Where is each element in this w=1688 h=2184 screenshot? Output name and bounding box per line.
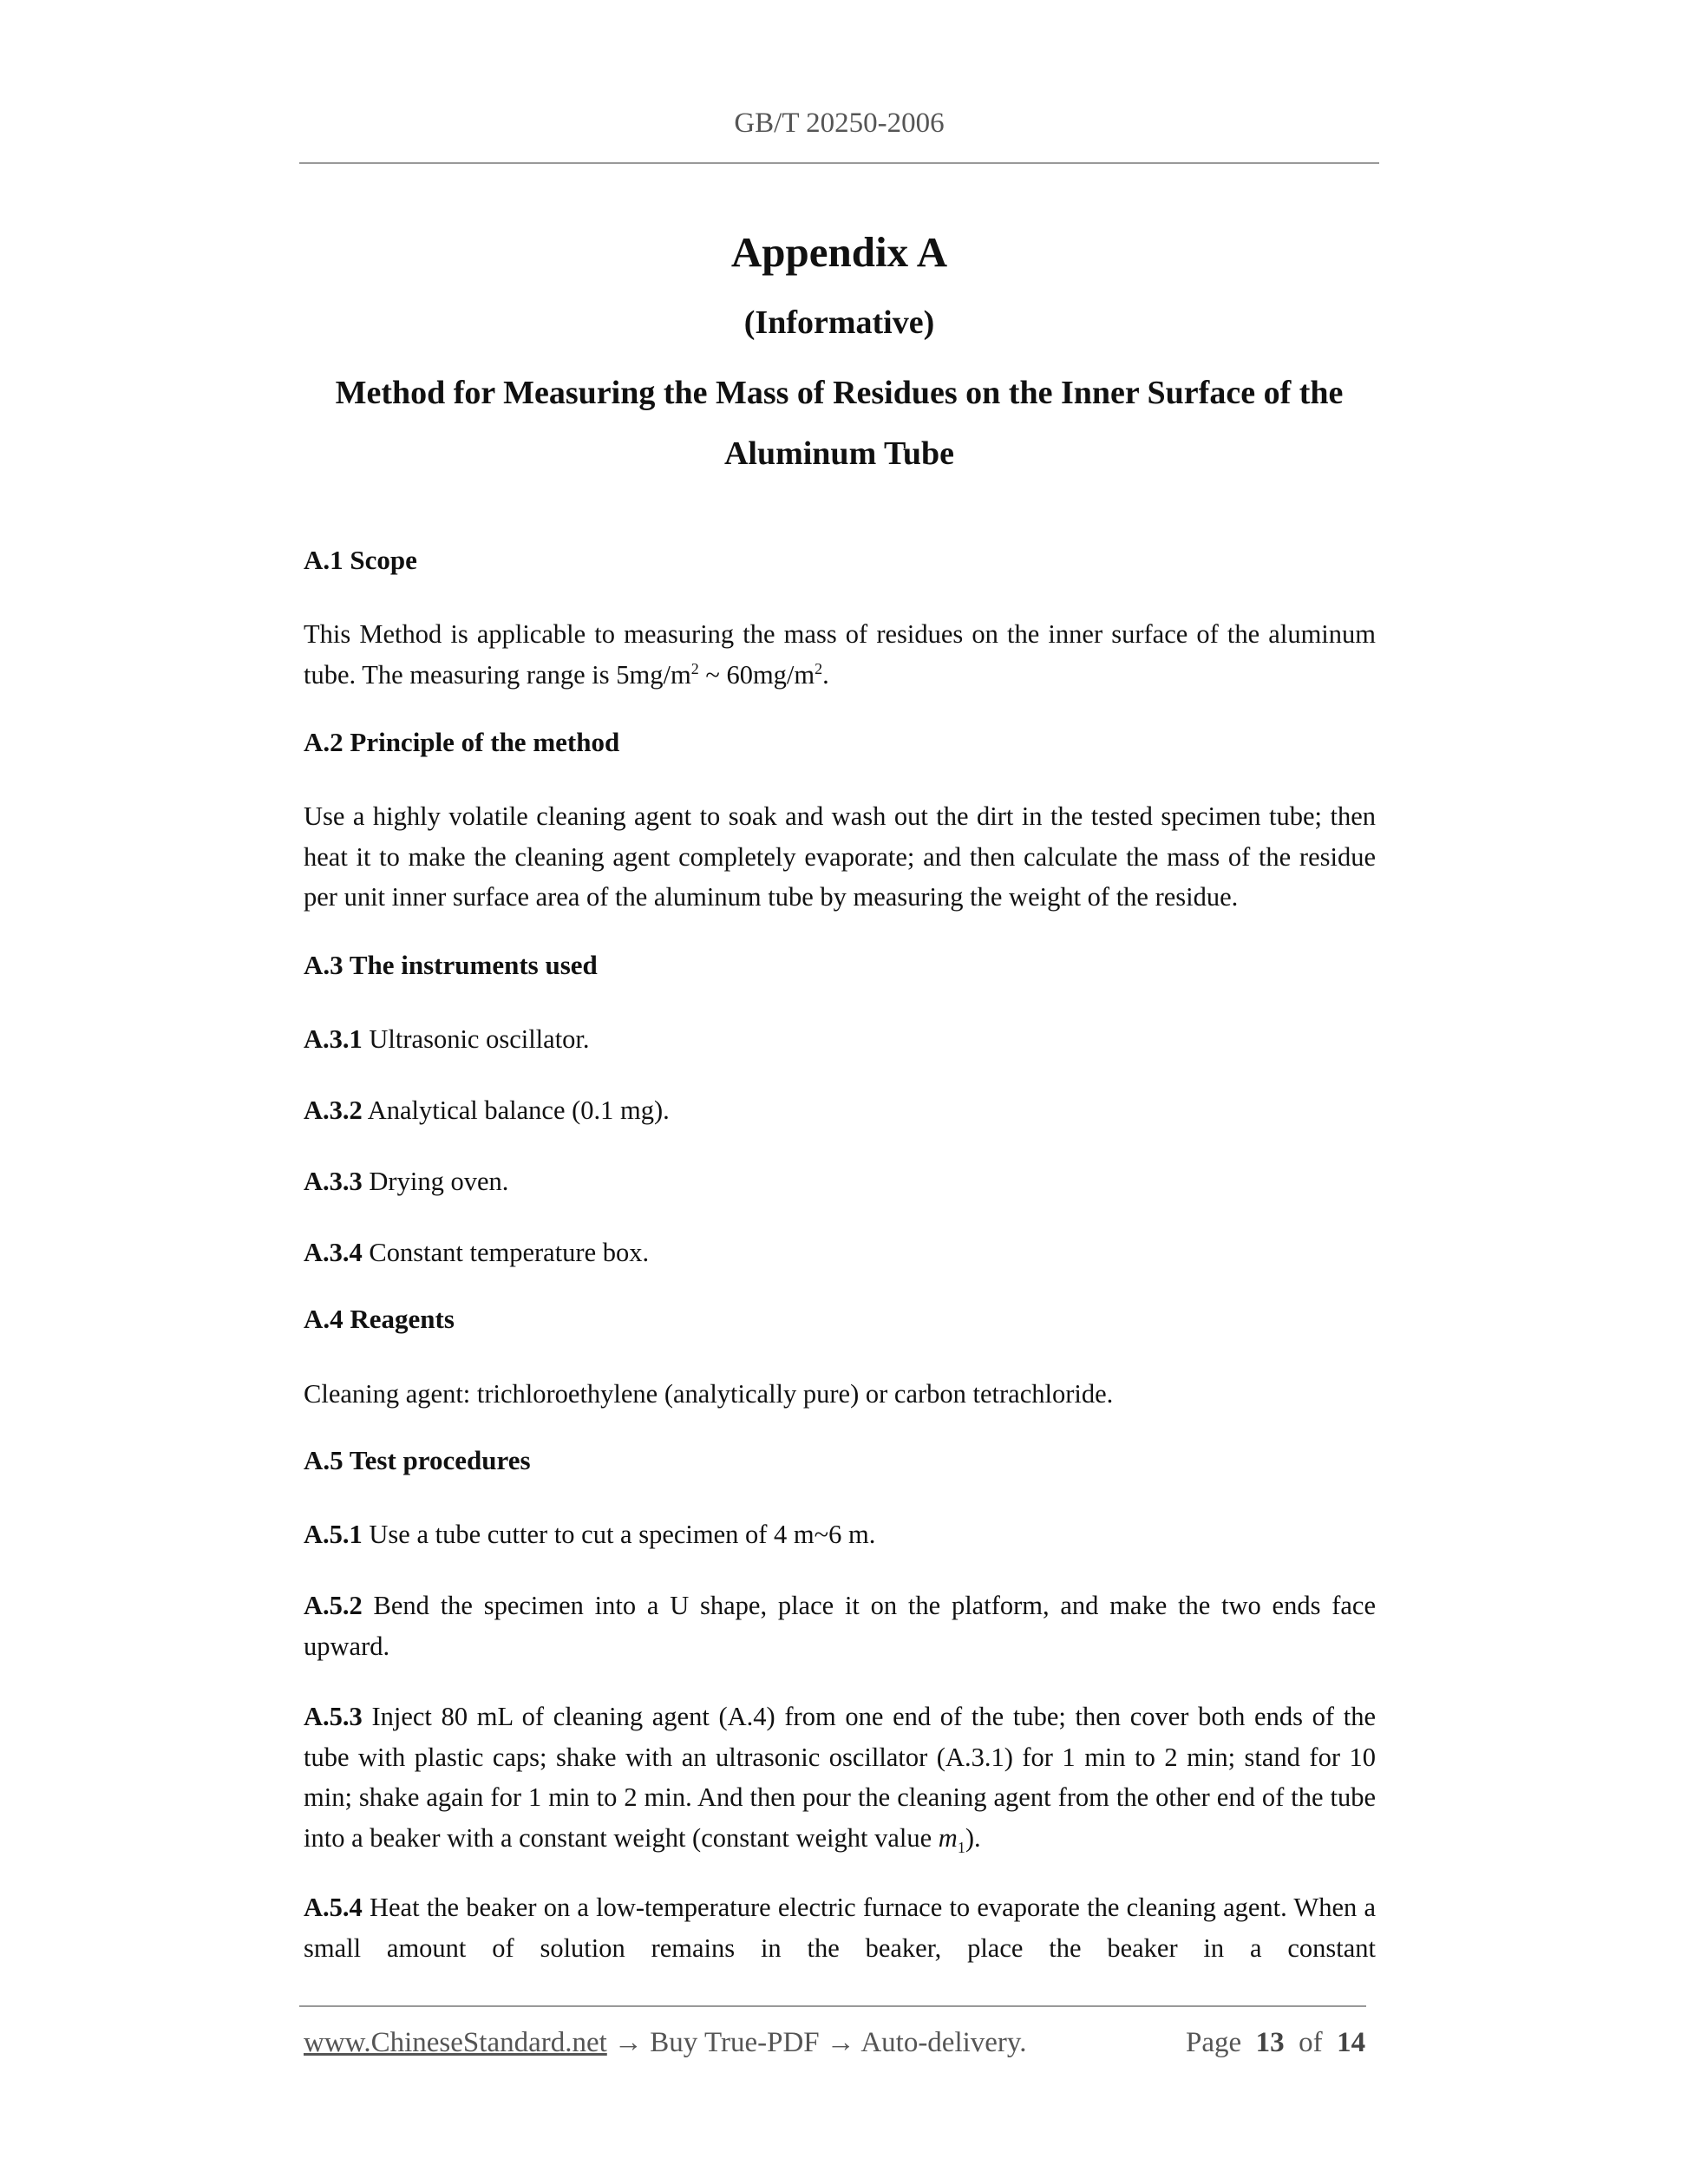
arrow-icon: → xyxy=(606,2027,651,2058)
section-a4-text: Cleaning agent: trichloroethylene (analytically pure) or carbon tetrachloride. xyxy=(304,1379,1114,1409)
page-label: Page xyxy=(1186,2027,1242,2058)
auto-delivery-text: Auto-delivery. xyxy=(860,2027,1027,2058)
section-a33 xyxy=(304,1161,1376,1202)
footer-links xyxy=(304,2027,1027,2059)
a54-number: A.5.4 xyxy=(304,1893,363,1922)
section-a52 xyxy=(304,1586,1376,1666)
a1-text-end: . xyxy=(822,659,829,690)
section-a53 xyxy=(304,1697,1376,1858)
section-a2-text: Use a highly volatile cleaning agent to soak and wash out the dirt in the tested specimen tube; then heat it to make the cleaning agent completely evaporate; and then calculate the mass of the residue per unit inner surface area of the aluminum tube by measuring the weight of the residue. xyxy=(304,801,1376,912)
appendix-type: (Informative) xyxy=(743,304,935,341)
a51-text: Use a tube cutter to cut a specimen of 4 m~6 m. xyxy=(362,1520,876,1549)
a54-text: Heat the beaker on a low-temperature electric furnace to evaporate the cleaning agent. When a small amount of solution remains in the beaker, place the beaker in a constant xyxy=(304,1893,1376,1963)
a51-number: A.5.1 xyxy=(304,1520,363,1549)
appendix-subtitle xyxy=(299,363,1379,484)
a1-sup-2: 2 xyxy=(815,659,823,677)
a53-number: A.5.3 xyxy=(304,1702,363,1731)
section-a1-text xyxy=(304,614,1376,695)
of-label: of xyxy=(1299,2027,1323,2058)
section-a2-heading: A.2 Principle of the method xyxy=(304,727,620,757)
section-a3-heading: A.3 The instruments used xyxy=(304,950,598,980)
subtitle-line-1: Method for Measuring the Mass of Residues on the Inner Surface of the xyxy=(335,375,1344,411)
subtitle-line-2: Aluminum Tube xyxy=(723,435,955,472)
section-a31 xyxy=(304,1019,1376,1060)
header-divider xyxy=(299,162,1379,164)
a31-text: Ultrasonic oscillator. xyxy=(362,1024,590,1054)
a1-sup-1: 2 xyxy=(690,659,699,677)
chinesestandard-link[interactable]: www.ChineseStandard.net xyxy=(304,2027,607,2058)
section-a54 xyxy=(304,1887,1376,1968)
a34-number: A.3.4 xyxy=(304,1238,363,1267)
a1-text-part1: This Method is applicable to measuring the mass of residues on the inner surface of the aluminum tube. The measuring range is 5mg/m xyxy=(304,619,1376,690)
section-a1-heading: A.1 Scope xyxy=(304,545,417,575)
footer-divider xyxy=(299,2005,1366,2007)
page-total: 14 xyxy=(1337,2027,1366,2058)
a53-end: ). xyxy=(965,1822,981,1853)
a32-text: Analytical balance (0.1 mg). xyxy=(362,1095,670,1125)
arrow-icon: → xyxy=(819,2027,861,2058)
buy-pdf-text: Buy True-PDF xyxy=(650,2027,820,2058)
a34-text: Constant temperature box. xyxy=(362,1238,650,1267)
a33-number: A.3.3 xyxy=(304,1167,363,1196)
section-a4-heading: A.4 Reagents xyxy=(304,1304,455,1334)
a53-variable: m xyxy=(938,1822,958,1853)
a32-number: A.3.2 xyxy=(304,1095,363,1125)
appendix-title: Appendix A xyxy=(730,228,948,276)
a53-text: Inject 80 mL of cleaning agent (A.4) from one end of the tube; then cover both ends of the tube with plastic caps; shake with an ultrasonic oscillator (A.3.1) for 1 min to 2 min; stand for 10 min; shake again for 1 min to 2 min. And then pour the cleaning agent from the other end of the tube into a beaker with a constant weight (constant weight value xyxy=(304,1702,1376,1853)
a33-text: Drying oven. xyxy=(362,1167,509,1196)
section-a34 xyxy=(304,1233,1376,1273)
page-number xyxy=(1186,2027,1365,2059)
a31-number: A.3.1 xyxy=(304,1024,363,1054)
a52-number: A.5.2 xyxy=(304,1591,363,1620)
section-a32 xyxy=(304,1090,1376,1131)
section-a51 xyxy=(304,1514,1376,1555)
section-a5-heading: A.5 Test procedures xyxy=(304,1445,531,1475)
a52-text: Bend the specimen into a U shape, place it on the platform, and make the two ends face upward. xyxy=(304,1591,1376,1661)
a53-subscript: 1 xyxy=(957,1838,965,1856)
document-header: GB/T 20250-2006 xyxy=(734,108,945,139)
page-current: 13 xyxy=(1255,2027,1285,2058)
a1-text-part2: ~ 60mg/m xyxy=(698,659,815,690)
